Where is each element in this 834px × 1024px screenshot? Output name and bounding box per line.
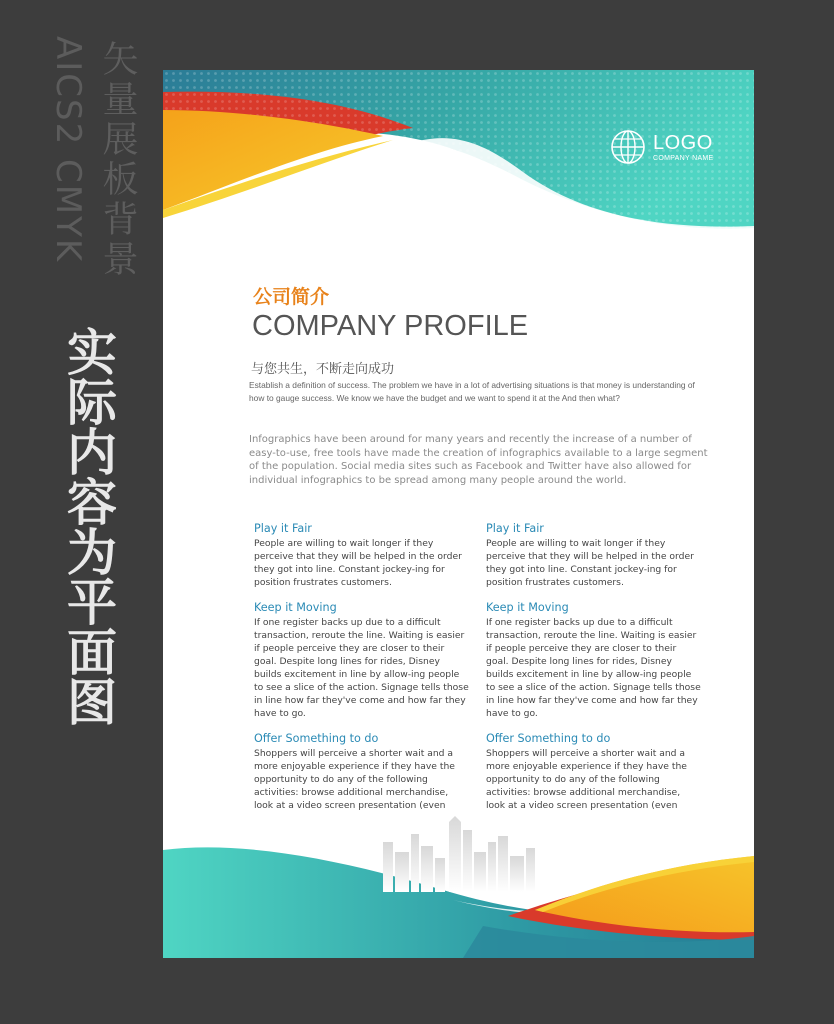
side-big-caption: 实际内容为平面图: [59, 326, 117, 726]
left-section-keep-moving: [254, 601, 469, 720]
section-body: If one register backs up due to a difficult transaction, reroute the line. Waiting is easier if people perceive they are closer to their goal. Despite long lines for rides, Disney builds excitement in line by allow-ing people to see a slice of the action. Signage tells those in line how far they've come and how far they have to go.: [486, 617, 701, 719]
city-skyline-graphic: [377, 812, 547, 892]
company-logo: [609, 128, 714, 166]
section-heading: Keep it Moving: [254, 601, 337, 614]
logo-wordmark: LOGO: [653, 131, 713, 154]
section-heading: Keep it Moving: [486, 601, 569, 614]
poster-board: [163, 70, 754, 958]
subtitle-chinese: 与您共生，不断走向成功: [251, 362, 395, 377]
side-title-en: AICS2 CMYK: [48, 36, 88, 264]
section-body: Shoppers will perceive a shorter wait and a more enjoyable experience if they have the opportunity to do any of the following activities: browse additional merchandise, look at a video screen presentation (even: [254, 748, 455, 811]
right-section-keep-moving: [486, 601, 701, 720]
section-heading: Offer Something to do: [486, 732, 611, 745]
section-body: People are willing to wait longer if they perceive that they will be helped in the order they got into line. Constant jockey-ing for position frustrates customers.: [486, 538, 694, 588]
section-body: People are willing to wait longer if they perceive that they will be helped in the order they got into line. Constant jockey-ing for position frustrates customers.: [254, 538, 462, 588]
right-section-play-fair: [486, 522, 701, 589]
section-body: Shoppers will perceive a shorter wait and a more enjoyable experience if they have the opportunity to do any of the following activities: browse additional merchandise, look at a video screen presentation (even: [486, 748, 687, 811]
section-heading: Play it Fair: [486, 522, 544, 535]
intro-paragraph-2: Infographics have been around for many years and recently the increase of a number of easy-to-use, free tools have made the creation of infographics available to a large segment of the population. Social media sites such as Facebook and Twitter have also allowed for individual infographics to be spread among many people around the world.: [249, 434, 708, 486]
section-heading: Play it Fair: [254, 522, 312, 535]
side-title-cn: 矢量展板背景: [97, 40, 138, 280]
right-section-offer-something: [486, 732, 701, 812]
title-english: COMPANY PROFILE: [252, 310, 529, 342]
globe-icon: [609, 128, 647, 166]
section-body: If one register backs up due to a difficult transaction, reroute the line. Waiting is easier if people perceive they are closer to their goal. Despite long lines for rides, Disney builds excitement in line by allow-ing people to see a slice of the action. Signage tells those in line how far they've come and how far they have to go.: [254, 617, 469, 719]
left-section-play-fair: [254, 522, 469, 589]
title-chinese: 公司简介: [253, 286, 330, 308]
left-section-offer-something: [254, 732, 469, 812]
section-heading: Offer Something to do: [254, 732, 379, 745]
logo-company-name: COMPANY NAME: [653, 154, 714, 162]
intro-paragraph-1: Establish a definition of success. The problem we have in a lot of advertising situations is that money is understanding of how to gauge success. We know we have the budget and we want to spend it at the And then what?: [249, 380, 695, 403]
